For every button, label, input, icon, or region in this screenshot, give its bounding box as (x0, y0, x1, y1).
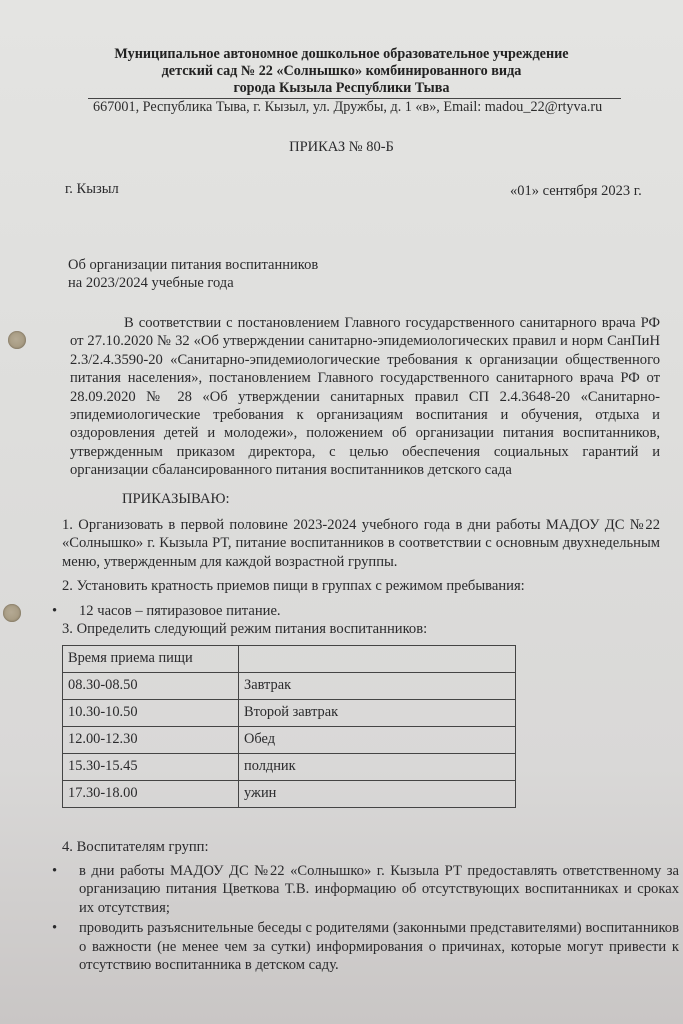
bullet-icon: • (52, 920, 58, 937)
table-row (63, 753, 516, 780)
org-address: 667001, Республика Тыва, г. Кызыл, ул. Дружбы, д. 1 «в», Email: madou_22@rtyva.ru (93, 99, 603, 115)
order-item-1: 1. Организовать в первой половине 2023-2024 учебного года в дни работы МАДОУ ДС №22 «Солнышко» г. Кызыла РТ, питание воспитанников в соответствии с основным двухнедельным меню, утвержденным для каждой возрастной группы. (62, 517, 660, 570)
table-header-row (63, 645, 516, 672)
bullet-text: 12 часов – пятиразовое питание. (79, 602, 281, 619)
bullet-icon: • (52, 862, 58, 879)
order-item-4-bullet-2 (52, 919, 679, 974)
meal-schedule-table (62, 645, 516, 808)
meal-time-cell: 08.30-08.50 (63, 672, 239, 699)
document-page (0, 46, 683, 974)
order-subject (68, 256, 683, 292)
order-item-4-bullet-1 (52, 862, 679, 917)
table-row (63, 726, 516, 753)
order-word: ПРИКАЗЫВАЮ: (122, 490, 230, 507)
order-subject-line1: Об организации питания воспитанников (68, 257, 319, 273)
meal-name-cell: Завтрак (239, 672, 516, 699)
meal-name-cell: Второй завтрак (239, 699, 516, 726)
org-name-line2: детский сад № 22 «Солнышко» комбинированного вида (161, 63, 522, 79)
meal-name-cell: ужин (239, 780, 516, 807)
table-row (63, 672, 516, 699)
preamble-paragraph: В соответствии с постановлением Главного государственного санитарного врача РФ от 27.10.2020 № 32 «Об утверждении санитарно-эпидемиологических правил и норм СанПиН 2.3/2.4.3590-20 «Санитарно-эпидемиологические требования к организации общественного питания населения», постановлением Главного государственного санитарного врача РФ от 28.09.2020 № 28 «Об утверждении санитарных правил СП 2.4.3648-20 «Санитарно-эпидемиологические требования к организациям воспитания и обучения, отдыха и оздоровления детей и молодежи», положением об организации питания воспитанников, утвержденным приказом директора, с целью обеспечения социальных гарантий и организации сбалансированного питания воспитанников детского сада (70, 315, 660, 479)
org-name-line3: города Кызыла Республики Тыва (233, 80, 450, 96)
order-city: г. Кызыл (65, 181, 119, 197)
bullet-icon: • (52, 602, 58, 619)
bullet-text: в дни работы МАДОУ ДС №22 «Солнышко» г. Кызыла РТ предоставлять ответственному за организацию питания Цветкова Т.В. информацию об отсутствующих воспитанниках и сроках их отсутствия; (79, 862, 679, 916)
order-item-4: 4. Воспитателям групп: (62, 838, 209, 855)
order-item-2: 2. Установить кратность приемов пищи в группах с режимом пребывания: (62, 578, 525, 595)
org-name-line1: Муниципальное автономное дошкольное образовательное учреждение (114, 46, 569, 62)
meal-time-cell: 17.30-18.00 (63, 780, 239, 807)
meal-name-cell: полдник (239, 753, 516, 780)
order-item-2-bullet (52, 602, 679, 620)
order-item-3: 3. Определить следующий режим питания воспитанников: (62, 621, 428, 638)
meal-time-cell: 12.00-12.30 (63, 726, 239, 753)
bullet-text: проводить разъяснительные беседы с родителями (законными представителями) воспитанников о важности (не менее чем за сутки) информирования о причинах, которые могут привести к отсутствию воспитанника в детском саду. (79, 920, 679, 973)
meal-name-cell: Обед (239, 726, 516, 753)
order-date: «01» сентября 2023 г. (510, 183, 642, 199)
order-title: ПРИКАЗ № 80-Б (289, 139, 394, 155)
meal-time-cell: 10.30-10.50 (63, 699, 239, 726)
table-row (63, 780, 516, 807)
table-header-cell: Время приема пищи (63, 645, 239, 672)
table-header-cell (239, 645, 516, 672)
order-subject-line2: на 2023/2024 учебные года (68, 275, 234, 291)
order-place-date-row (0, 180, 683, 200)
meal-time-cell: 15.30-15.45 (63, 753, 239, 780)
table-row (63, 699, 516, 726)
